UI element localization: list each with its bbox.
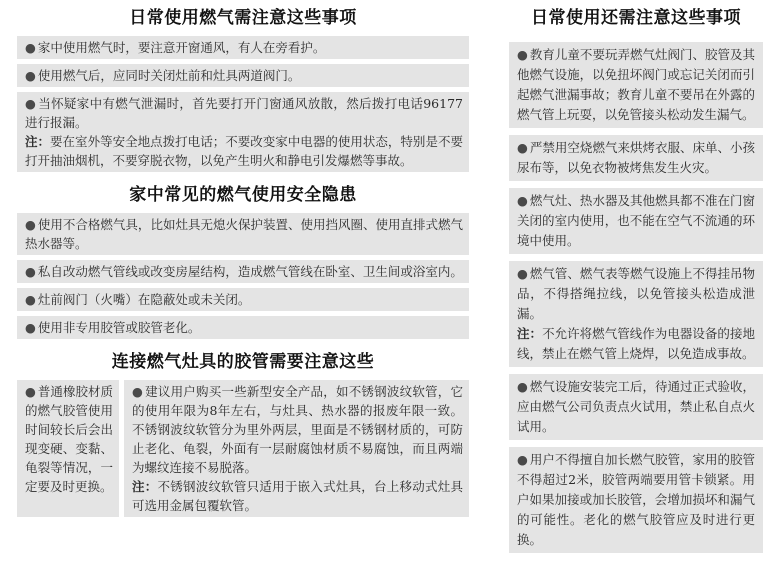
tip-text: 教育儿童不要玩弄燃气灶阀门、胶管及其他燃气设施，以免扭坏阀门或忘记关闭而引起燃气泄漏事故；教育儿童不要吊在外露的燃气管上玩耍，以免管接头松动发生漏气。 <box>517 47 755 122</box>
bullet-icon: ● <box>132 384 144 399</box>
tip-text: 家中使用燃气时，要注意开窗通风，有人在旁看护。 <box>37 40 326 55</box>
note-label: 注： <box>25 134 51 149</box>
tip-text: 使用燃气后，应同时关闭灶前和灶具两道阀门。 <box>37 68 301 83</box>
section-hazards <box>17 213 469 339</box>
bullet-icon: ● <box>25 264 36 279</box>
section-title-more-tips: 日常使用还需注意这些事项 <box>531 8 741 28</box>
tip-card <box>509 135 763 181</box>
tip-card <box>509 188 763 254</box>
hose-text: 普通橡胶材质的燃气胶管使用时间较长后会出现变硬、变黏、龟裂等情况，一定要及时更换。 <box>25 384 113 494</box>
hazard-text: 使用非专用胶管或胶管老化。 <box>37 320 201 335</box>
bullet-icon: ● <box>25 68 36 83</box>
section-title-hazards: 家中常见的燃气使用安全隐患 <box>129 185 357 205</box>
right-column <box>509 0 763 560</box>
tip-text: 燃气设施安装完工后，待通过正式验收，应由燃气公司负责点火试用，禁止私自点火试用。 <box>517 379 755 434</box>
bullet-icon: ● <box>25 320 36 335</box>
section-title-daily-use: 日常使用燃气需注意这些事项 <box>129 8 357 28</box>
bullet-icon: ● <box>517 47 528 62</box>
note-text: 不允许将燃气管线作为电器设备的接地线，禁止在燃气管上烧焊，以免造成事故。 <box>517 326 755 361</box>
tip-card <box>509 447 763 553</box>
section-daily-use <box>17 36 469 172</box>
hazard-text: 私自改动燃气管线或改变房屋结构，造成燃气管线在卧室、卫生间或浴室内。 <box>37 264 463 279</box>
bullet-icon: ● <box>25 292 36 307</box>
note-text: 要在室外等安全地点拨打电话；不要改变家中电器的使用状态，特别是不要打开抽油烟机，不要穿脱衣物，以免产生明火和静电引发爆燃等事故。 <box>25 134 463 168</box>
tip-text: 燃气管、燃气表等燃气设施上不得挂吊物品，不得搭绳拉线，以免管接头松造成泄漏。 <box>517 266 755 321</box>
tip-card <box>509 374 763 440</box>
hazard-card <box>17 213 469 255</box>
left-column <box>17 0 469 517</box>
tip-text: 燃气灶、热水器及其他燃具都不准在门窗关闭的室内使用，也不能在空气不流通的环境中使用。 <box>517 193 755 248</box>
bullet-icon: ● <box>25 217 36 232</box>
tip-card <box>509 42 763 128</box>
hose-card-steel <box>124 380 469 517</box>
hose-card-rubber <box>17 380 119 517</box>
tip-card <box>17 64 469 87</box>
section-hoses <box>17 380 469 517</box>
bullet-icon: ● <box>517 193 528 208</box>
note-label: 注： <box>517 326 543 341</box>
hazard-card <box>17 260 469 283</box>
tip-text: 用户不得擅自加长燃气胶管，家用的胶管不得超过2米，胶管两端要用管卡锁紧。用户如果加接或加长胶管，会增加损坏和漏气的可能性。老化的燃气胶管应及时进行更换。 <box>517 452 755 547</box>
section-title-hoses: 连接燃气灶具的胶管需要注意这些 <box>111 352 375 372</box>
bullet-icon: ● <box>517 266 528 281</box>
tip-card <box>17 36 469 59</box>
bullet-icon: ● <box>25 40 36 55</box>
bullet-icon: ● <box>25 96 37 111</box>
hose-text: 建议用户购买一些新型安全产品，如不锈钢波纹软管，它的使用年限为8年左右，与灶具、热水器的报废年限一致。不锈钢波纹软管分为里外两层，里面是不锈钢材质的，可防止老化、龟裂，外面有一层耐腐蚀材质不易腐蚀，而且两端为螺纹连接不易脱落。 <box>132 384 463 475</box>
hazard-card <box>17 288 469 311</box>
bullet-icon: ● <box>517 140 528 155</box>
note-label: 注： <box>132 479 158 494</box>
tip-text: 严禁用空烧燃气来烘烤衣服、床单、小孩尿布等，以免衣物被烤焦发生火灾。 <box>517 140 755 175</box>
bullet-icon: ● <box>25 384 36 399</box>
bullet-icon: ● <box>517 452 528 467</box>
tip-text: 当怀疑家中有燃气泄漏时，首先要打开门窗通风放散，然后拨打电话96177进行报漏。 <box>25 96 463 130</box>
hazard-text: 使用不合格燃气具，比如灶具无熄火保护装置、使用挡风圈、使用直排式燃气热水器等。 <box>25 217 463 251</box>
note-text: 不锈钢波纹软管只适用于嵌入式灶具，台上移动式灶具可选用金属包覆软管。 <box>132 479 463 513</box>
bullet-icon: ● <box>517 379 528 394</box>
hazard-text: 灶前阀门（火嘴）在隐蔽处或未关闭。 <box>37 292 251 307</box>
tip-card <box>17 92 469 172</box>
hazard-card <box>17 316 469 339</box>
tip-card <box>509 261 763 367</box>
